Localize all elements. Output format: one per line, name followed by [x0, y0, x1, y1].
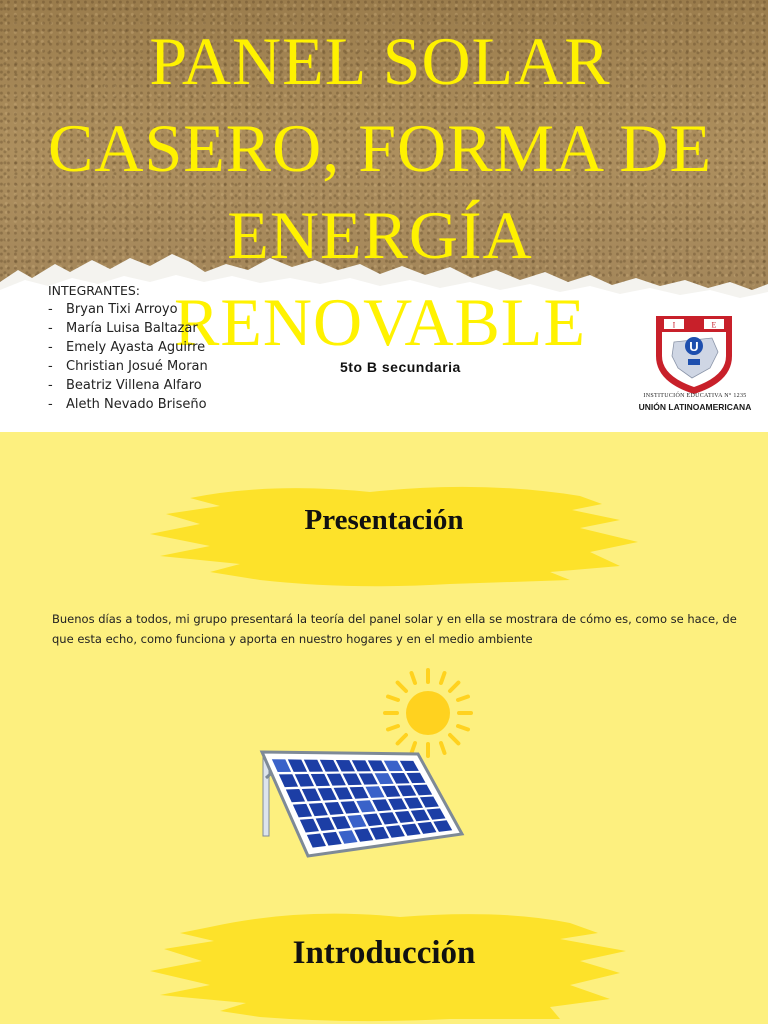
member-name: Christian Josué Moran	[66, 359, 208, 374]
list-item: - Bryan Tixi Arroyo	[48, 302, 178, 317]
list-item: - Beatriz Villena Alfaro	[48, 378, 202, 393]
members-block	[48, 283, 208, 414]
institution-label: INSTITUCIÓN EDUCATIVA N° 1235	[643, 393, 747, 399]
list-item: - Emely Ayasta Aguirre	[48, 340, 206, 355]
member-name: Aleth Nevado Briseño	[66, 397, 207, 412]
sun-icon	[383, 668, 473, 758]
title-slide	[0, 0, 768, 432]
presentation-slide	[0, 432, 768, 1024]
crest-letter-e: E	[711, 320, 717, 330]
presentation-title: PANEL SOLAR CASERO, FORMA DE ENERGÍA RENOVABLE	[47, 23, 713, 360]
grade-label: 5to B secundaria	[340, 359, 461, 375]
member-name: Bryan Tixi Arroyo	[66, 302, 178, 317]
member-name: María Luisa Baltazar	[66, 321, 198, 336]
body-paragraph: Buenos días a todos, mi grupo presentará la teoría del panel solar y en ella se mostrara de cómo es, como se hace, de que esta echo, como funciona y aporta en nuestro hogares y en el medio ambiente	[52, 612, 737, 646]
school-logo	[638, 310, 752, 430]
list-item: - Aleth Nevado Briseño	[48, 397, 207, 412]
school-crest-icon	[652, 312, 736, 396]
crest-letter-u: U	[689, 339, 699, 354]
next-slide-heading: Introducción	[292, 935, 476, 971]
list-item: - Christian Josué Moran	[48, 359, 208, 374]
institution-name: UNIÓN LATINOAMERICANA	[638, 402, 752, 412]
crest-letter-i: I	[672, 320, 676, 330]
members-list	[48, 300, 208, 414]
member-name: Emely Ayasta Aguirre	[66, 340, 206, 355]
list-item: - María Luisa Baltazar	[48, 321, 198, 336]
members-header: INTEGRANTES:	[48, 283, 141, 298]
member-name: Beatriz Villena Alfaro	[66, 378, 202, 393]
slide-heading: Presentación	[304, 504, 464, 536]
solar-panel-icon	[258, 748, 468, 860]
